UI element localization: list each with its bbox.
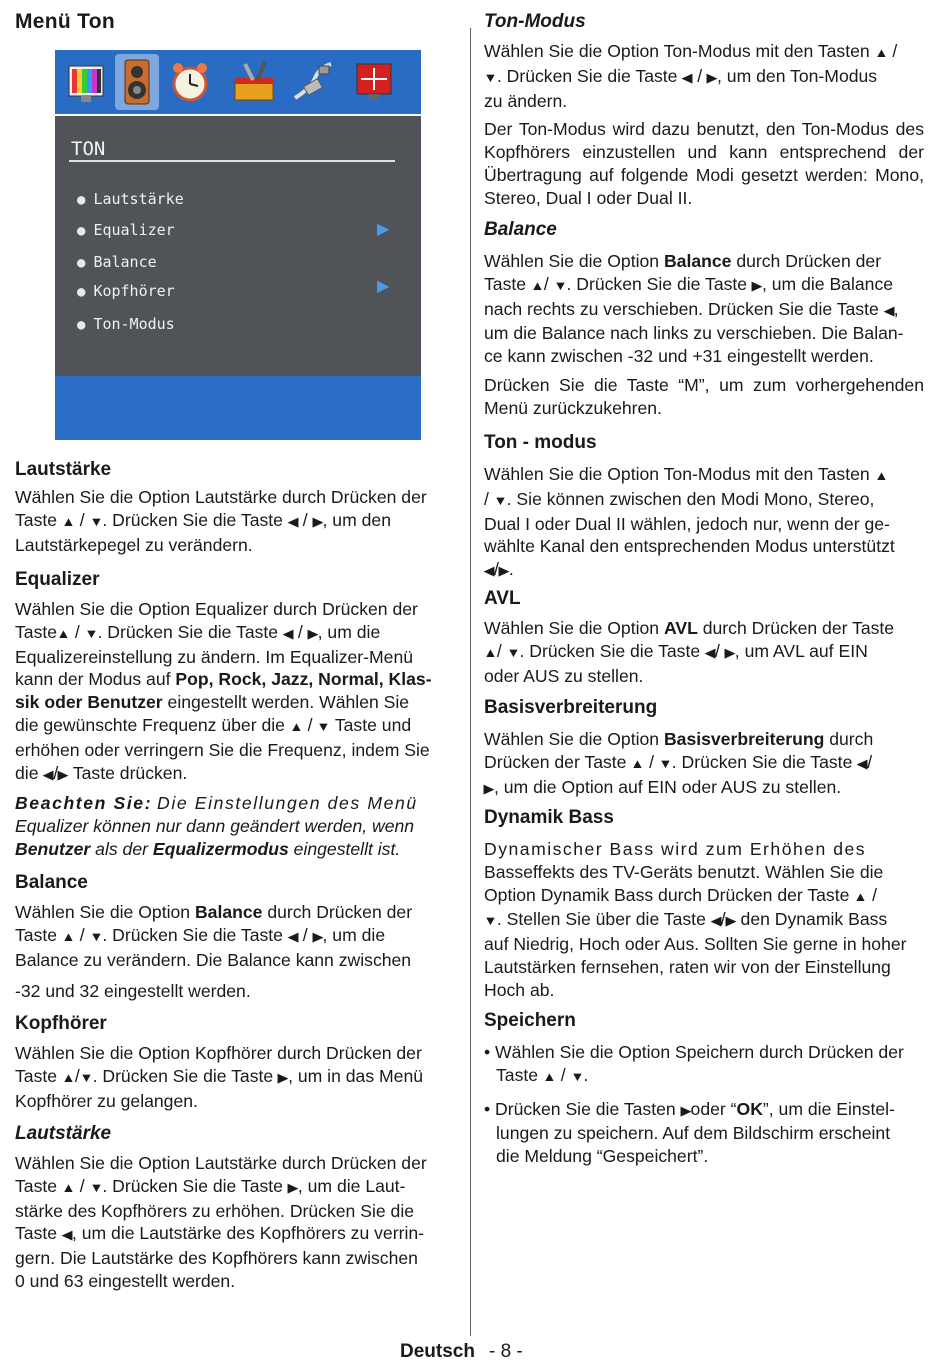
down-arrow-icon: ▼ — [88, 513, 104, 529]
page-title: Menü Ton — [15, 10, 115, 33]
down-arrow-icon: ▼ — [552, 277, 568, 293]
left-arrow-icon: ◀ — [883, 302, 895, 318]
text: Wählen Sie die Option Equalizer durch Drücken der — [15, 599, 418, 619]
text: . Drücken Sie die Taste — [671, 751, 853, 772]
down-arrow-icon: ▼ — [88, 928, 104, 944]
text: , — [893, 298, 899, 319]
tv-picture-icon[interactable] — [63, 58, 109, 106]
text-bold: sik oder Benutzer — [15, 692, 163, 713]
down-arrow-icon: ▼ — [483, 913, 498, 929]
text: Wählen Sie die Option Lautstärke durch Drücken der — [15, 1153, 427, 1173]
text: durch Drücken der Taste — [702, 618, 895, 638]
text: kann der Modus auf — [15, 669, 171, 690]
down-arrow-icon: ▼ — [493, 492, 508, 508]
text: Hoch ab. — [484, 979, 555, 1000]
text: Taste und — [334, 714, 412, 735]
menu-title-underline — [69, 160, 395, 162]
menu-item-ton-modus[interactable]: ● Ton-Modus — [77, 315, 175, 333]
text: . — [508, 559, 514, 580]
section-balance-left — [15, 871, 457, 1003]
text: oder “ — [690, 1098, 737, 1119]
slash: / — [494, 559, 499, 580]
slash: / — [867, 751, 873, 772]
text: durch — [829, 729, 874, 749]
text: Wählen Sie die Option Kopfhörer durch Drücken der — [15, 1043, 422, 1063]
text: . Drücken Sie die Taste — [92, 1065, 274, 1086]
text: Der Ton-Modus wird dazu benutzt, den Ton-Modus des Kopfhörers einzustellen und kann entsprechend der Übertragung auf folgende Modi gesetzt werden: Mono, Stereo, Dual I oder Dual II. — [484, 119, 924, 208]
slash: / — [307, 714, 313, 735]
text: , um die — [317, 621, 381, 642]
text: stärke des Kopfhörers zu erhöhen. Drücken Sie die — [15, 1200, 415, 1221]
text: . Drücken Sie die Taste — [102, 1175, 283, 1196]
slash: / — [74, 621, 80, 642]
text: , um in das Menü — [288, 1065, 424, 1086]
text: gern. Die Lautstärke des Kopfhörers kann zwischen — [15, 1248, 418, 1269]
section-lautstaerke — [15, 458, 457, 556]
submenu-arrow-icon: ▶ — [377, 221, 390, 238]
left-arrow-icon: ◀ — [681, 69, 693, 85]
up-arrow-icon: ▲ — [483, 644, 498, 660]
right-arrow-icon: ▶ — [680, 1102, 692, 1118]
slash: / — [74, 1065, 80, 1086]
text-bold: Equalizermodus — [152, 838, 289, 859]
text: oder AUS zu stellen. — [484, 665, 644, 686]
text: , um die Option auf EIN oder AUS zu stellen. — [494, 776, 842, 797]
section-ton-modus-2 — [484, 431, 924, 583]
text: die gewünschte Frequenz über die — [15, 714, 285, 735]
text: Taste drücken. — [72, 762, 188, 783]
text: nach rechts zu verschieben. Drücken Sie die Taste — [484, 298, 879, 319]
text: . Drücken Sie die Taste — [519, 640, 701, 661]
text: . Sie können zwischen den Modi Mono, Stereo, — [506, 488, 875, 509]
text: Taste — [15, 1175, 58, 1196]
section-basisverbreiterung — [484, 696, 924, 800]
slash: / — [302, 924, 308, 945]
slash: / — [53, 762, 59, 783]
down-arrow-icon: ▼ — [79, 1069, 94, 1085]
right-arrow-icon: ▶ — [307, 625, 319, 641]
text: Taste — [15, 509, 58, 530]
text: Taste — [15, 924, 58, 945]
equalizer-note — [15, 792, 457, 860]
heading-kopfhoerer: Kopfhörer — [15, 1013, 107, 1034]
right-arrow-icon: ▶ — [706, 69, 718, 85]
heading-lautstaerke: Lautstärke — [15, 459, 112, 480]
text: eingestellt werden. Wählen Sie — [167, 692, 410, 713]
section-balance-right — [484, 218, 924, 420]
up-arrow-icon: ▲ — [61, 928, 76, 944]
up-arrow-icon: ▲ — [853, 888, 868, 904]
text: um die Balance nach links zu verschieben. Die Balan- — [484, 323, 904, 344]
text-bold: AVL — [663, 618, 698, 638]
slash: / — [302, 509, 308, 530]
right-arrow-icon: ▶ — [312, 928, 324, 944]
text: ”, um die Einstel- — [762, 1098, 895, 1119]
text: , um die Lautstärke des Kopfhörers zu verrin- — [71, 1223, 424, 1244]
text-bold: Benutzer — [15, 838, 91, 859]
footer-language: Deutsch — [400, 1341, 475, 1362]
text: Taste — [15, 1065, 58, 1086]
text: 0 und 63 eingestellt werden. — [15, 1270, 236, 1291]
text: . Drücken Sie die Taste — [97, 621, 279, 642]
slash: / — [715, 640, 720, 661]
up-arrow-icon: ▲ — [630, 755, 645, 771]
text: ce kann zwischen -32 und +31 eingestellt werden. — [484, 346, 874, 367]
up-arrow-icon: ▲ — [873, 468, 889, 483]
text: Wählen Sie die Option — [15, 902, 191, 922]
text: . Drücken Sie die Taste — [566, 273, 748, 294]
up-arrow-icon: ▲ — [873, 45, 889, 60]
text: Basseffekts des TV-Geräts benutzt. Wählen Sie die — [484, 861, 884, 882]
text: Taste — [15, 621, 58, 642]
text: Equalizereinstellung zu ändern. Im Equalizer-Menü — [15, 646, 414, 667]
text: , um die Balance — [761, 273, 894, 294]
tv-sound-menu — [55, 50, 421, 440]
text: . Drücken Sie die Taste — [102, 509, 283, 530]
slash: / — [543, 273, 549, 294]
heading-speichern: Speichern — [484, 1010, 576, 1031]
text: Taste — [484, 273, 527, 294]
text: lungen zu speichern. Auf dem Bildschirm erscheint — [496, 1123, 891, 1144]
right-arrow-icon: ▶ — [312, 513, 324, 529]
menu-icon-bar — [55, 50, 421, 114]
right-arrow-icon: ▶ — [483, 780, 495, 796]
heading-kopfhoerer-lautstaerke: Lautstärke — [15, 1123, 112, 1144]
heading-ton-modus: Ton-Modus — [484, 11, 586, 32]
menu-item-kopfhoerer[interactable]: ● Kopfhörer — [77, 282, 175, 300]
up-arrow-icon: ▲ — [542, 1068, 557, 1084]
up-arrow-icon: ▲ — [61, 1069, 76, 1085]
text: , um den Ton-Modus — [717, 65, 878, 86]
text: durch Drücken der — [267, 902, 413, 922]
text: Dynamischer Bass wird zum Erhöhen des — [484, 839, 867, 859]
heading-balance: Balance — [15, 872, 88, 893]
slash: / — [79, 924, 85, 945]
menu-item-lautstaerke[interactable]: ● Lautstärke — [77, 190, 184, 208]
slash: / — [496, 640, 502, 661]
text-bold: Balance — [194, 902, 263, 922]
section-avl — [484, 587, 924, 687]
up-arrow-icon: ▲ — [61, 513, 76, 529]
heading-balance: Balance — [484, 219, 557, 240]
heading-equalizer: Equalizer — [15, 569, 100, 590]
left-arrow-icon: ◀ — [710, 913, 722, 929]
down-arrow-icon: ▼ — [83, 625, 99, 641]
slash: / — [872, 884, 877, 905]
text: , um die — [322, 924, 386, 945]
text: Wählen Sie die Option Ton-Modus mit den Tasten — [484, 464, 870, 484]
page-footer — [400, 1341, 523, 1363]
down-arrow-icon: ▼ — [88, 1179, 104, 1195]
red-cross-monitor-icon[interactable] — [351, 58, 397, 106]
text: wählte Kanal den entsprechenden Modus unterstützt — [484, 536, 895, 557]
text: Drücken Sie die Taste “M”, um zum vorhergehenden Menü zurückzukehren. — [484, 374, 924, 418]
text: . Drücken Sie die Taste — [496, 65, 678, 86]
text: den Dynamik Bass — [740, 909, 888, 930]
text: auf Niedrig, Hoch oder Aus. Sollten Sie gerne in hoher — [484, 934, 907, 955]
down-arrow-icon: ▼ — [316, 718, 331, 734]
text: eingestellt ist. — [293, 838, 401, 859]
slash: / — [697, 65, 703, 86]
up-arrow-icon: ▲ — [61, 1179, 76, 1195]
text: Die Einstellungen des Menü — [157, 793, 418, 814]
note-label: Beachten Sie: — [15, 793, 153, 814]
left-arrow-icon: ◀ — [61, 1227, 73, 1243]
text: . Stellen Sie über die Taste — [496, 909, 706, 930]
bullet-text: • Drücken Sie die Tasten — [484, 1098, 676, 1119]
text: . Drücken Sie die Taste — [102, 924, 283, 945]
slash: / — [484, 488, 489, 509]
heading-ton-modus-2: Ton - modus — [484, 432, 597, 453]
slash: / — [79, 509, 85, 530]
section-speichern: Speichern • Wählen Sie die Option Speichern durch Drücken der Taste ▲ / ▼. • Drücken Sie die Tasten ▶oder “OK”, um die Einstel- lungen zu speichern. Auf dem Bildschirm erscheint die Meldung “Gespeichert”. — [484, 1009, 924, 1168]
menu-footer-bar — [55, 376, 421, 440]
text: als der — [95, 838, 148, 859]
text: -32 und 32 eingestellt werden. — [15, 981, 251, 1002]
bullet-text: • Wählen Sie die Option Speichern durch Drücken der — [484, 1042, 904, 1062]
menu-panel — [55, 116, 421, 376]
text-bold: Basisverbreiterung — [663, 729, 825, 749]
menu-item-equalizer[interactable]: ● Equalizer — [77, 221, 175, 239]
right-arrow-icon: ▶ — [751, 277, 763, 293]
left-arrow-icon: ◀ — [483, 563, 495, 579]
text: Wählen Sie die Option — [484, 729, 660, 749]
text: , um die Laut- — [297, 1175, 406, 1196]
text-bold: Balance — [663, 251, 732, 271]
right-arrow-icon: ▶ — [724, 644, 736, 660]
right-arrow-icon: ▶ — [277, 1069, 289, 1085]
left-arrow-icon: ◀ — [287, 928, 299, 944]
text: Equalizer können nur dann geändert werden, wenn — [15, 816, 415, 837]
section-ton-modus — [484, 10, 924, 210]
text: Dual I oder Dual II wählen, jedoch nur, wenn der ge- — [484, 513, 890, 534]
text: Wählen Sie die Option Lautstärke durch Drücken der — [15, 487, 427, 507]
text: die Meldung “Gespeichert”. — [496, 1146, 709, 1167]
heading-dynamik-bass: Dynamik Bass — [484, 807, 614, 828]
menu-item-balance[interactable]: ● Balance — [77, 253, 157, 271]
left-arrow-icon: ◀ — [287, 513, 299, 529]
text: Lautstärken fernsehen, raten wir von der Einstellung — [484, 956, 891, 977]
left-arrow-icon: ◀ — [704, 644, 716, 660]
right-arrow-icon: ▶ — [57, 766, 69, 782]
text-bold: Pop, Rock, Jazz, Normal, Klas- — [175, 669, 432, 690]
slash: / — [649, 751, 654, 772]
slash: / — [297, 621, 303, 642]
right-arrow-icon: ▶ — [287, 1179, 299, 1195]
section-kopfhoerer-lautstaerke — [15, 1122, 457, 1293]
down-arrow-icon: ▼ — [658, 755, 673, 771]
down-arrow-icon: ▼ — [483, 69, 498, 85]
menu-panel-title: TON — [71, 138, 106, 160]
page-number: - 8 - — [488, 1341, 523, 1362]
text: die — [15, 762, 39, 783]
section-equalizer — [15, 568, 457, 861]
heading-basisverbreiterung: Basisverbreiterung — [484, 697, 658, 718]
section-dynamik-bass — [484, 806, 924, 1002]
slash: / — [560, 1064, 566, 1085]
slash: / — [720, 909, 726, 930]
right-arrow-icon: ▶ — [725, 913, 737, 929]
slash: / — [79, 1175, 85, 1196]
left-arrow-icon: ◀ — [42, 766, 54, 782]
up-arrow-icon: ▲ — [530, 277, 545, 293]
left-arrow-icon: ◀ — [856, 755, 868, 771]
text: Lautstärkepegel zu verändern. — [15, 534, 253, 555]
right-arrow-icon: ▶ — [498, 563, 510, 579]
alarm-clock-icon[interactable] — [167, 58, 213, 106]
speaker-sound-icon[interactable] — [115, 54, 159, 110]
text-bold: OK — [736, 1098, 763, 1119]
text: , um AVL auf EIN — [734, 640, 868, 661]
text: Balance zu verändern. Die Balance kann zwischen — [15, 949, 412, 970]
down-arrow-icon: ▼ — [506, 644, 521, 660]
text: durch Drücken der — [736, 251, 882, 271]
slash: / — [892, 41, 898, 61]
text: Taste — [15, 1223, 58, 1244]
heading-avl: AVL — [484, 588, 521, 609]
text: Wählen Sie die Option Ton-Modus mit den Tasten — [484, 41, 870, 61]
text: zu ändern. — [484, 90, 568, 111]
text: , um den — [322, 509, 391, 530]
text: Wählen Sie die Option — [484, 618, 660, 638]
left-arrow-icon: ◀ — [282, 625, 294, 641]
text: Wählen Sie die Option — [484, 251, 660, 271]
up-arrow-icon: ▲ — [289, 718, 304, 734]
down-arrow-icon: ▼ — [569, 1068, 585, 1084]
toolbox-icon[interactable] — [231, 58, 277, 106]
text: Drücken der Taste — [484, 751, 627, 772]
cable-connector-icon[interactable] — [291, 58, 337, 106]
text: Kopfhörer zu gelangen. — [15, 1090, 198, 1111]
text: erhöhen oder verringern Sie die Frequenz, indem Sie — [15, 739, 430, 760]
section-kopfhoerer — [15, 1012, 457, 1112]
submenu-arrow-icon: ▶ — [377, 278, 390, 295]
column-divider — [470, 28, 471, 1336]
text: Option Dynamik Bass durch Drücken der Taste — [484, 884, 850, 905]
text: Taste — [496, 1064, 539, 1085]
up-arrow-icon: ▲ — [56, 625, 71, 641]
